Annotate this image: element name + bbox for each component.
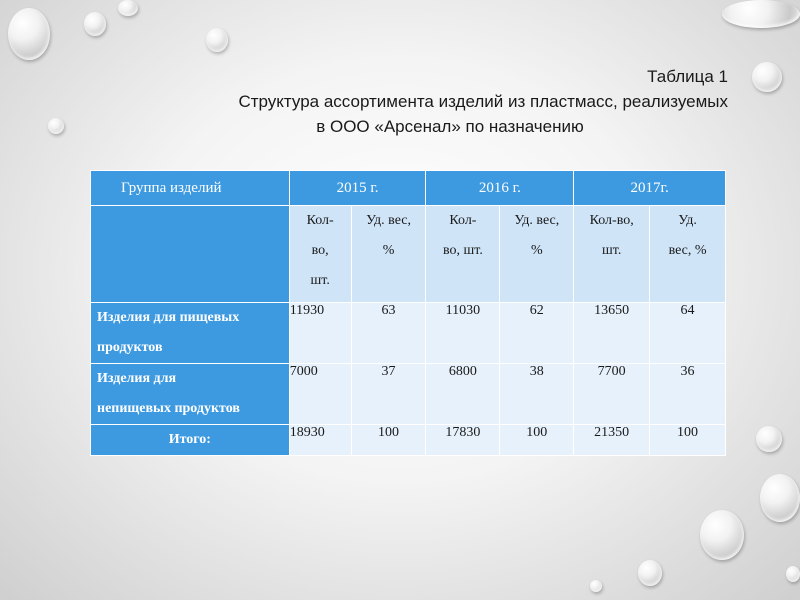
- table-title-line-1: Структура ассортимента изделий из пластмасс, реализуемых: [238, 92, 728, 111]
- subheader-text: Кол-: [449, 213, 477, 228]
- water-drop-decoration: [760, 474, 800, 522]
- total-qty-2015: 18930: [289, 425, 351, 456]
- water-drop-decoration: [722, 0, 800, 28]
- cell-share-2015: 37: [351, 364, 426, 425]
- cell-qty-2016: 6800: [426, 364, 500, 425]
- water-drop-decoration: [118, 0, 138, 16]
- water-drop-decoration: [590, 580, 602, 592]
- header-year-2017: 2017г.: [574, 171, 726, 206]
- subheader-empty-cell: [91, 206, 290, 303]
- total-share-2016: 100: [500, 425, 574, 456]
- subheader-text: Кол-: [306, 213, 334, 228]
- table-title-line-2: в ООО «Арсенал» по назначению: [316, 117, 584, 136]
- table-row: [91, 364, 726, 425]
- assortment-table: [90, 170, 726, 456]
- subheader-share-2017: [650, 206, 726, 303]
- subheader-text: Уд. вес,: [514, 213, 560, 228]
- subheader-qty-2015: [289, 206, 351, 303]
- water-drop-decoration: [786, 566, 800, 582]
- row-label-text: Изделия для: [97, 371, 177, 386]
- total-share-2017: 100: [650, 425, 726, 456]
- row-label-text: Изделия для пищевых: [97, 310, 240, 325]
- table-caption: [110, 64, 730, 139]
- subheader-text: Кол-во,: [589, 213, 634, 228]
- total-label: Итого:: [91, 425, 290, 456]
- total-qty-2016: 17830: [426, 425, 500, 456]
- water-drop-decoration: [756, 426, 782, 452]
- subheader-text: шт.: [601, 243, 622, 258]
- water-drop-decoration: [206, 28, 228, 52]
- cell-qty-2017: 7700: [574, 364, 650, 425]
- cell-share-2017: 36: [650, 364, 726, 425]
- subheader-qty-2016: [426, 206, 500, 303]
- subheader-text: во,: [311, 243, 329, 258]
- cell-qty-2017: 13650: [574, 303, 650, 364]
- table-total-row: [91, 425, 726, 456]
- subheader-text: Уд.: [678, 213, 697, 228]
- subheader-text: во, шт.: [442, 243, 483, 258]
- subheader-share-2016: [500, 206, 574, 303]
- table-row: [91, 303, 726, 364]
- subheader-text: вес, %: [668, 243, 707, 258]
- cell-share-2016: 38: [500, 364, 574, 425]
- cell-qty-2015: 7000: [289, 364, 351, 425]
- row-label-text: продуктов: [97, 340, 163, 355]
- table-subheader-row: [91, 206, 726, 303]
- water-drop-decoration: [638, 560, 662, 586]
- row-label-nonfood-products: [91, 364, 290, 425]
- subheader-qty-2017: [574, 206, 650, 303]
- water-drop-decoration: [700, 510, 744, 560]
- water-drop-decoration: [8, 8, 50, 60]
- subheader-share-2015: [351, 206, 426, 303]
- cell-share-2017: 64: [650, 303, 726, 364]
- water-drop-decoration: [752, 62, 782, 92]
- cell-qty-2015: 11930: [289, 303, 351, 364]
- row-label-text: непищевых продуктов: [97, 401, 240, 416]
- row-label-food-products: [91, 303, 290, 364]
- subheader-text: %: [382, 243, 395, 258]
- table-number: Таблица 1: [647, 67, 728, 86]
- table-header-row: [91, 171, 726, 206]
- header-year-2016: 2016 г.: [426, 171, 574, 206]
- water-drop-decoration: [84, 12, 106, 36]
- cell-share-2016: 62: [500, 303, 574, 364]
- header-group: Группа изделий: [91, 171, 290, 206]
- total-qty-2017: 21350: [574, 425, 650, 456]
- header-year-2015: 2015 г.: [289, 171, 426, 206]
- subheader-text: Уд. вес,: [366, 213, 411, 228]
- cell-qty-2016: 11030: [426, 303, 500, 364]
- subheader-text: %: [530, 243, 543, 258]
- total-share-2015: 100: [351, 425, 426, 456]
- water-drop-decoration: [48, 118, 64, 134]
- subheader-text: шт.: [310, 273, 330, 288]
- cell-share-2015: 63: [351, 303, 426, 364]
